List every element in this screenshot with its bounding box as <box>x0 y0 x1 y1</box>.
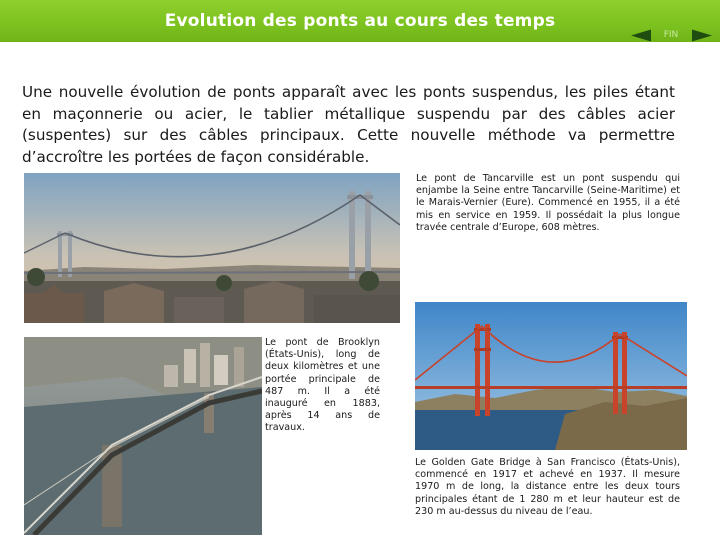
intro-text-start: Une nouvelle évolution de ponts apparaît avec les <box>22 83 423 101</box>
triangle-left-icon[interactable] <box>629 29 653 42</box>
intro-text-end: , les piles étant en maçonnerie ou acier, le tablier métallique suspendu par des câbles acier (suspentes) sur des câbles principaux. Cette nouvelle méthode va permettre d’accroître les portées de façon considérable. <box>22 83 676 166</box>
triangle-right-icon[interactable] <box>690 29 714 42</box>
golden-gate-caption: Le Golden Gate Bridge à San Francisco (États-Unis), commencé en 1917 et achevé en 1937. Il mesure 1970 m de long, la distance entre les deux tours principales étant de 1 280 m et leur hauteur est de 230 m au-dessus du niveau de l’eau. <box>415 457 680 517</box>
tancarville-caption: Le pont de Tancarville est un pont suspendu qui enjambe la Seine entre Tancarville (Seine-Maritime) et le Marais-Vernier (Eure). Commencé en 1955, il a été mis en service en 1959. Il possédait la plus longue travée centrale d’Europe, 608 mètres. <box>416 173 680 233</box>
golden-gate-bridge-photo <box>415 302 687 450</box>
brooklyn-caption: Le pont de Brooklyn (États-Unis), long de deux kilomètres et une portée principale de 487 m. Il a été inauguré en 1883, après 14 ans de travaux. <box>265 337 380 434</box>
tancarville-bridge-photo <box>24 173 400 323</box>
fin-button[interactable]: FIN <box>663 30 679 40</box>
brooklyn-bridge-photo <box>24 337 262 535</box>
header-bar <box>0 0 720 42</box>
intro-emphasis: ponts suspendus <box>422 83 554 101</box>
page-title: Evolution des ponts au cours des temps <box>164 11 556 31</box>
intro-paragraph <box>22 82 675 168</box>
